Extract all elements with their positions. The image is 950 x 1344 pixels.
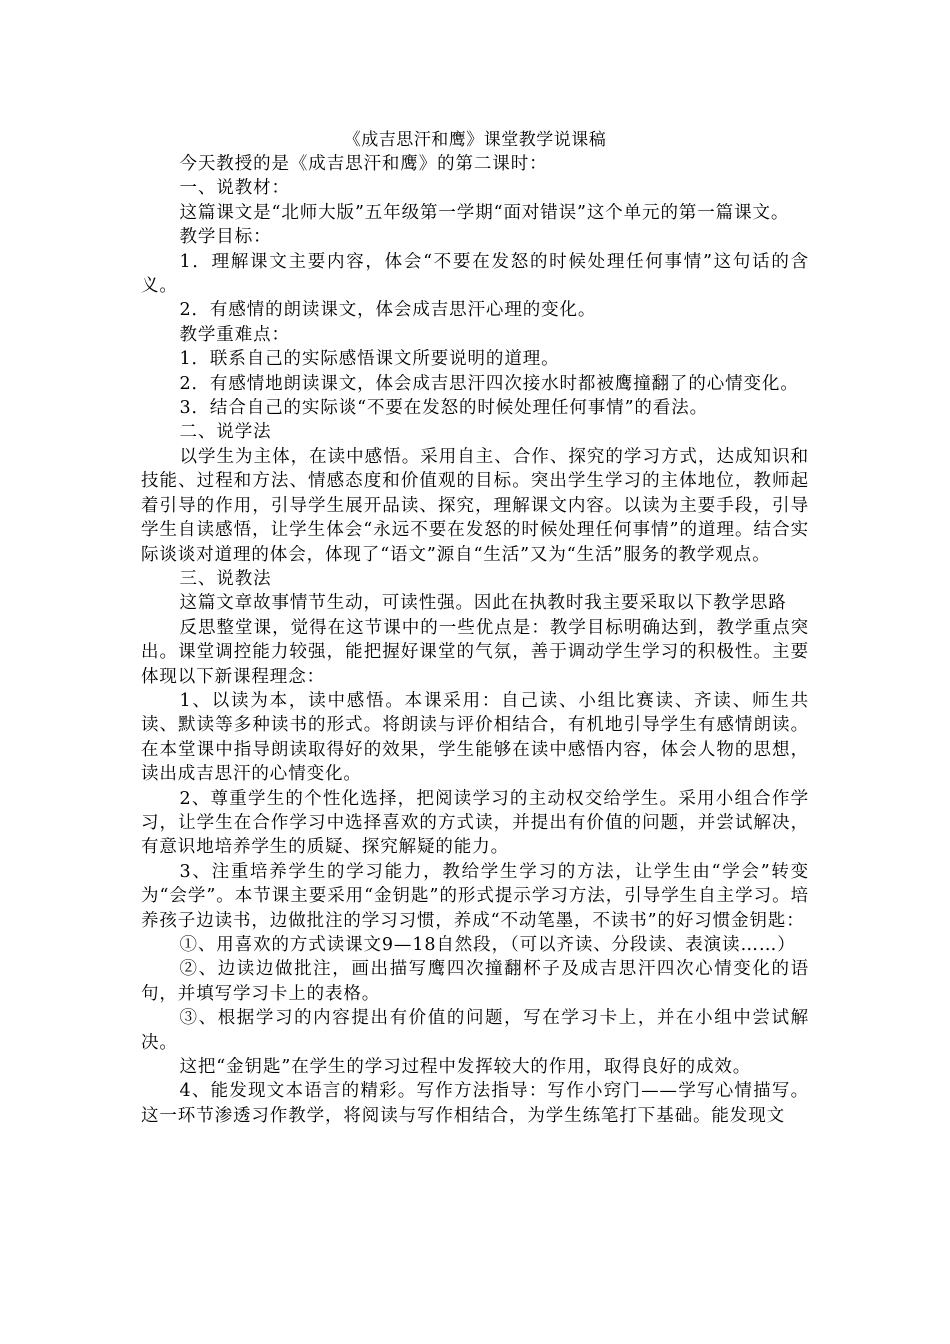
paragraph-key-step-3: ③、根据学习的内容提出有价值的问题，写在学习卡上，并在小组中尝试解决。 — [141, 1008, 809, 1053]
paragraph-golden-key: 这把“金钥匙”在学生的学习过程中发挥较大的作用，取得良好的成效。 — [179, 1057, 752, 1078]
paragraph-key-step-1: ①、用喜欢的方式读课文9—18自然段，（可以齐读、分段读、表演读……） — [179, 935, 796, 955]
heading-textbook: 一、说教材： — [179, 178, 290, 199]
paragraph-principle-2: 2、尊重学生的个性化选择，把阅读学习的主动权交给学生。采用小组合作学习，让学生在合作学习中选择喜欢的方式读，并提出有价值的问题，并尝试解决，有意识地培养学生的质疑、探究解疑的能力。 — [141, 788, 809, 858]
paragraph-teaching-method: 这篇文章故事情节生动，可读性强。因此在执教时我主要采取以下教学思路 — [179, 593, 787, 614]
paragraph-principle-1: 1、以读为本，读中感悟。本课采用：自己读、小组比赛读、齐读、师生共读、默读等多种读书的形式。将朗读与评价相结合，有机地引导学生有感情朗读。在本堂课中指导朗读取得好的效果，学生能够在读中感悟内容，体会人物的思想，读出成吉思汗的心情变化。 — [141, 690, 809, 785]
paragraph-key-step-2: ②、边读边做批注，画出描写鹰四次撞翻杯子及成吉思汗四次心情变化的语句，并填写学习卡上的表格。 — [141, 959, 809, 1004]
paragraph-intro: 今天教授的是《成吉思汗和鹰》的第二课时： — [179, 154, 548, 174]
paragraph-key-point-1: 1．联系自己的实际感悟课文所要说明的道理。 — [179, 349, 560, 370]
document-title: 《成吉思汗和鹰》课堂教学说课稿 — [343, 130, 607, 150]
heading-goals: 教学目标： — [179, 227, 272, 248]
paragraph-goal-2: 2．有感情的朗读课文，体会成吉思汗心理的变化。 — [179, 300, 597, 321]
paragraph-key-point-3: 3．结合自己的实际谈“不要在发怒的时候处理任何事情”的看法。 — [179, 398, 709, 419]
paragraph-key-point-2: 2．有感情地朗读课文，体会成吉思汗四次接水时都被鹰撞翻了的心情变化。 — [179, 373, 799, 394]
paragraph-principle-3: 3、注重培养学生的学习能力，教给学生学习的方法，让学生由“学会”转变为“会学”。本节课主要采用“金钥匙”的形式提示学习方法，引导学生自主学习。培养孩子边读书，边做批注的学习习惯，养成“不动笔墨，不读书”的好习惯金钥匙： — [141, 861, 809, 931]
document-body — [141, 152, 809, 1128]
heading-teaching-method: 三、说教法 — [179, 568, 272, 589]
paragraph-reflection: 反思整堂课，觉得在这节课中的一些优点是：教学目标明确达到，教学重点突出。课堂调控能力较强，能把握好课堂的气氛，善于调动学生学习的积极性。主要体现以下新课程理念： — [141, 617, 809, 687]
paragraph-learning-method: 以学生为主体，在读中感悟。采用自主、合作、探究的学习方式，达成知识和技能、过程和方法、情感态度和价值观的目标。突出学生学习的主体地位，教师起着引导的作用，引导学生展开品读、探究，理解课文内容。以读为主要手段，引导学生自读感悟，让学生体会“永远不要在发怒的时候处理任何事情”的道理。结合实际谈谈对道理的体会，体现了“语文”源自“生活”又为“生活”服务的教学观点。 — [141, 446, 809, 565]
paragraph-textbook: 这篇课文是“北师大版”五年级第一学期“面对错误”这个单元的第一篇课文。 — [179, 202, 790, 223]
heading-learning-method: 二、说学法 — [179, 422, 272, 443]
paragraph-goal-1: 1．理解课文主要内容，体会“不要在发怒的时候处理任何事情”这句话的含义。 — [141, 251, 809, 297]
paragraph-principle-4: 4、能发现文本语言的精彩。写作方法指导：写作小窍门——学写心情描写。这一环节渗透习作教学，将阅读与写作相结合，为学生练笔打下基础。能发现文 — [141, 1081, 809, 1126]
heading-key-points: 教学重难点： — [179, 324, 290, 345]
